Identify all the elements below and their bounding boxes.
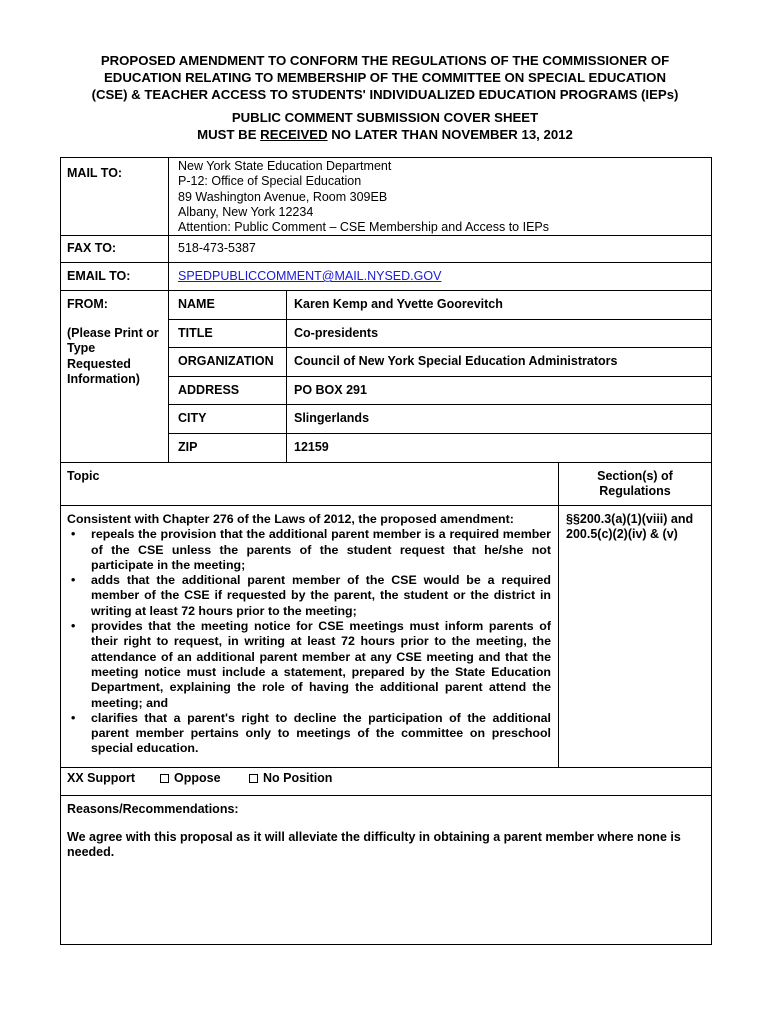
from-instructions — [67, 326, 159, 387]
city-label: CITY — [178, 411, 207, 425]
from-note-3: Requested — [67, 356, 131, 371]
topic-label: Topic — [67, 469, 100, 483]
support-option[interactable]: XX Support — [67, 771, 136, 785]
bullet-text: clarifies that a parent's right to decline the participation of the additional parent member pertains only to meetings of the committee on preschool special education. — [91, 710, 551, 756]
title-label: TITLE — [178, 326, 213, 340]
oppose-option[interactable] — [160, 771, 221, 786]
mail-line-3: 89 Washington Avenue, Room 309EB — [178, 189, 388, 204]
fax-label: FAX TO: — [67, 241, 117, 255]
rule-row-8 — [168, 433, 712, 434]
bullet-text: repeals the provision that the additional parent member is a required member of the CSE unless the parents of the student request that he/she not participate in the meeting; — [91, 527, 551, 572]
rule-col-1 — [168, 157, 169, 462]
rule-col-3 — [558, 462, 559, 767]
reasons-text[interactable]: We agree with this proposal as it will alleviate the difficulty in obtaining a parent member where none is needed. — [67, 830, 681, 860]
address-label: ADDRESS — [178, 383, 240, 397]
deadline-line — [40, 126, 730, 143]
deadline-post: NO LATER THAN NOVEMBER 13, 2012 — [327, 127, 573, 142]
no-position-label: No Position — [263, 771, 333, 785]
rule-row-11 — [60, 767, 712, 768]
rule-row-7 — [168, 404, 712, 405]
checkbox-icon[interactable] — [160, 774, 169, 783]
zip-label: ZIP — [178, 440, 198, 454]
from-note-4: Information) — [67, 371, 140, 386]
document-title — [40, 52, 730, 103]
reasons-label: Reasons/Recommendations: — [67, 802, 239, 816]
email-label: EMAIL TO: — [67, 269, 131, 283]
fax-number: 518-473-5387 — [178, 241, 256, 255]
bullet-text: adds that the additional parent member of the CSE would be a required member of the CSE if requested by the parent, the student or the district in writing at least 72 hours prior to the meeting; — [91, 573, 551, 618]
no-position-option[interactable] — [249, 771, 332, 786]
cover-sheet-heading: PUBLIC COMMENT SUBMISSION COVER SHEET — [231, 110, 539, 125]
sections-label — [562, 469, 708, 499]
bullet-icon: • — [71, 527, 76, 542]
rule-row-4 — [168, 319, 712, 320]
document-subtitle — [40, 109, 730, 143]
mail-line-5: Attention: Public Comment – CSE Membership and Access to IEPs — [178, 220, 550, 235]
rule-row-3 — [60, 290, 712, 291]
mail-line-2: P-12: Office of Special Education — [178, 174, 362, 189]
topic-bullet — [67, 573, 551, 619]
email-link[interactable]: SPEDPUBLICCOMMENT@MAIL.NYSED.GOV — [178, 269, 442, 283]
name-value[interactable]: Karen Kemp and Yvette Goorevitch — [294, 297, 503, 311]
title-line-2: EDUCATION RELATING TO MEMBERSHIP OF THE COMMITTEE ON SPECIAL EDUCATION — [104, 70, 666, 85]
organization-label: ORGANIZATION — [178, 354, 274, 368]
topic-intro: Consistent with Chapter 276 of the Laws of 2012, the proposed amendment: — [67, 512, 514, 526]
sections-label-2: Regulations — [599, 484, 671, 498]
topic-description — [67, 512, 551, 757]
sections-value — [566, 512, 693, 543]
rule-row-9 — [60, 462, 712, 463]
deadline-pre: MUST BE — [197, 127, 261, 142]
from-note-2: Type — [67, 341, 96, 356]
bullet-text: provides that the meeting notice for CSE meetings must inform parents of their right to request, in writing at least 72 hours prior to the meeting, the attendance of an additional parent member at any CSE meeting and that the meeting notice must include a statement, prepared by the State Education Department, explaining the role of having the additional parent attend the meeting; and — [91, 619, 551, 710]
bullet-icon: • — [71, 619, 76, 634]
title-line-1: PROPOSED AMENDMENT TO CONFORM THE REGULATIONS OF THE COMMISSIONER OF — [100, 53, 670, 68]
mail-line-4: Albany, New York 12234 — [178, 204, 314, 219]
name-label: NAME — [178, 297, 215, 311]
title-value[interactable]: Co-presidents — [294, 326, 379, 340]
rule-row-2 — [60, 262, 712, 263]
city-value[interactable]: Slingerlands — [294, 411, 370, 425]
rule-row-12 — [60, 795, 712, 796]
rule-row-10 — [60, 505, 712, 506]
title-line-3: (CSE) & TEACHER ACCESS TO STUDENTS' INDIVIDUALIZED EDUCATION PROGRAMS (IEPs) — [91, 87, 679, 102]
mail-line-1: New York State Education Department — [178, 159, 392, 173]
deadline-received: RECEIVED — [260, 127, 328, 142]
rule-row-5 — [168, 347, 712, 348]
checkbox-icon[interactable] — [249, 774, 258, 783]
bullet-icon: • — [71, 710, 76, 725]
rule-row-6 — [168, 376, 712, 377]
oppose-label: Oppose — [174, 771, 221, 785]
topic-bullet — [67, 527, 551, 573]
mail-label: MAIL TO: — [67, 166, 123, 180]
from-note-1: (Please Print or — [67, 326, 159, 340]
topic-bullet — [67, 711, 551, 757]
topic-bullet — [67, 619, 551, 711]
sections-label-1: Section(s) of — [597, 469, 673, 483]
bullet-icon: • — [71, 573, 76, 588]
organization-value[interactable]: Council of New York Special Education Administrators — [294, 354, 618, 368]
address-value[interactable]: PO BOX 291 — [294, 383, 367, 397]
topic-bullet-list — [67, 527, 551, 756]
sections-value-1: §§200.3(a)(1)(viii) and — [566, 512, 694, 526]
mail-address — [178, 159, 549, 235]
from-label: FROM: — [67, 297, 108, 311]
sections-value-2: 200.5(c)(2)(iv) & (v) — [566, 527, 678, 542]
zip-value[interactable]: 12159 — [294, 440, 329, 454]
